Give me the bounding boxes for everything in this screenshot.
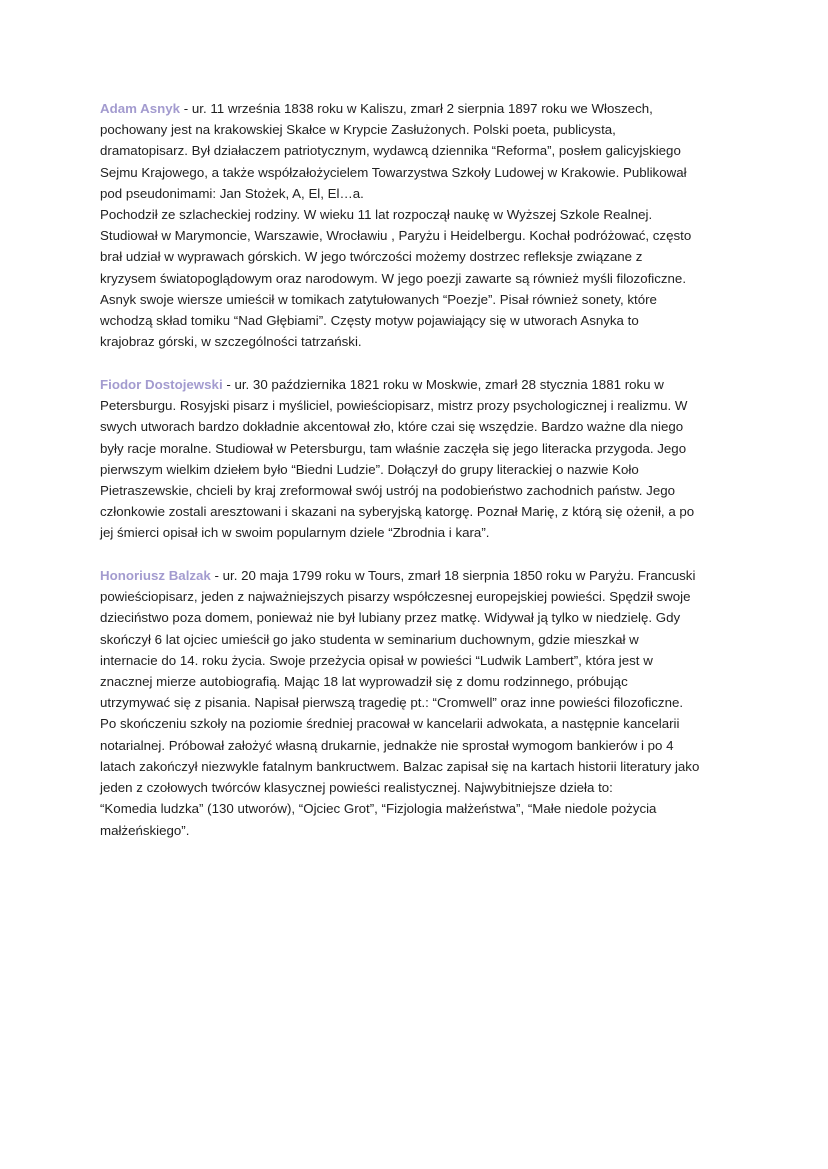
- text-line: [100, 98, 740, 119]
- text-line: utrzymywać się z pisania. Napisał pierwszą tragedię pt.: “Cromwell” oraz inne powieści filozoficzne.: [100, 695, 684, 711]
- text-line: skończył 6 lat ojciec umieścił go jako studenta w seminarium duchownym, gdzie mieszkał w: [100, 631, 639, 647]
- text-line: internacie do 14. roku życia. Swoje przeżycia opisał w powieści “Ludwik Lambert”, która jest w: [100, 652, 653, 668]
- text-line: notarialnej. Próbował założyć własną drukarnie, jednakże nie sprostał wymogom bankierów i po 4: [100, 737, 674, 753]
- text-line: małżeńskiego”.: [100, 822, 190, 838]
- text-line: dramatopisarz. Był działaczem patriotycznym, wydawcą dziennika “Reforma”, posłem galicyjskiego: [100, 143, 681, 159]
- text-line: [100, 565, 740, 586]
- line-text: - ur. 11 września 1838 roku w Kaliszu, zmarł 2 sierpnia 1897 roku we Włoszech,: [180, 101, 653, 116]
- author-name: Honoriusz Balzak: [100, 568, 211, 584]
- text-line: Pochodził ze szlacheckiej rodziny. W wieku 11 lat rozpoczął naukę w Wyższej Szkole Realnej.: [100, 207, 653, 223]
- author-name: Adam Asnyk: [100, 101, 181, 116]
- biography-paragraph: [100, 204, 740, 352]
- text-line: swych utworach bardzo dokładnie akcentował zło, które czai się wszędzie. Bardzo ważne dla niego: [100, 419, 684, 435]
- text-line: “Komedia ludzka” (130 utworów), “Ojciec Grot”, “Fizjologia małżeństwa”, “Małe niedole pożycia: [100, 801, 657, 817]
- author-name: Fiodor Dostojewski: [100, 376, 223, 392]
- text-line: krajobraz górski, w szczególności tatrzański.: [100, 334, 362, 350]
- text-line: Pietraszewskie, chcieli by kraj zreformował swój ustrój na podobieństwo zachodnich państw. Jego: [100, 482, 675, 498]
- text-line: Asnyk swoje wiersze umieścił w tomikach zatytułowanych “Poezje”. Pisał również sonety, które: [100, 291, 657, 307]
- document-body: [100, 98, 740, 841]
- text-line: powieściopisarz, jeden z najważniejszych pisarzy współczesnej europejskiej powieści. Spędził swoje: [100, 589, 691, 605]
- text-line: kryzysem światopoglądowym oraz narodowym. W jego poezji zawarte są również myśli filozoficzne.: [100, 270, 687, 286]
- text-line: Studiował w Marymoncie, Warszawie, Wrocławiu , Paryżu i Heidelbergu. Kochał podróżować, często: [100, 228, 692, 244]
- text-line: latach zakończył niezwykle fatalnym bankructwem. Balzac zapisał się na kartach historii literatury jako: [100, 758, 700, 774]
- text-line: dzieciństwo poza domem, ponieważ nie był lubiany przez matkę. Widywał ją tylko w niedzielę. Gdy: [100, 610, 681, 626]
- text-line: pierwszym wielkim dziełem było “Biedni Ludzie”. Dołączył do grupy literackiej o nazwie Koło: [100, 461, 639, 477]
- text-line: jej śmierci opisał ich w swoim popularnym dziele “Zbrodnia i kara”.: [100, 525, 490, 541]
- text-line: Sejmu Krajowego, a także współzałożycielem Towarzystwa Szkoły Ludowej w Krakowie. Publikował: [100, 164, 687, 180]
- line-text: - ur. 20 maja 1799 roku w Tours, zmarł 18 sierpnia 1850 roku w Paryżu. Francuski: [210, 568, 696, 584]
- text-line: pochowany jest na krakowskiej Skałce w Krypcie Zasłużonych. Polski poeta, publicysta,: [100, 122, 616, 138]
- biography-paragraph: [100, 374, 740, 544]
- text-line: [100, 374, 740, 395]
- text-line: członkowie zostali aresztowani i skazani na syberyjską katorgę. Poznał Marię, z którą się ożenił, a po: [100, 504, 695, 520]
- text-line: były racje moralne. Studiował w Petersburgu, tam właśnie zaczęła się jego literacka przygoda. Jego: [100, 440, 687, 456]
- biography-entry: [100, 98, 740, 352]
- text-line: znacznej mierze autobiografią. Mając 18 lat wyprowadził się z domu rodzinnego, próbując: [100, 674, 628, 690]
- text-line: Petersburgu. Rosyjski pisarz i myśliciel, powieściopisarz, mistrz prozy psychologicznej i realizmu. W: [100, 398, 688, 414]
- text-line: wchodzą skład tomiku “Nad Głębiami”. Częsty motyw pojawiający się w utworach Asnyka to: [100, 313, 639, 329]
- text-line: jeden z czołowych twórców klasycznej powieści realistycznej. Najwybitniejsze dzieła to:: [100, 780, 613, 796]
- biography-paragraph: [100, 565, 740, 841]
- biography-entry: [100, 374, 740, 544]
- text-line: brał udział w wyprawach górskich. W jego twórczości możemy dostrzec refleksje związane z: [100, 249, 643, 265]
- biography-paragraph: [100, 98, 740, 204]
- text-line: Po skończeniu szkoły na poziomie średniej pracował w kancelarii adwokata, a następnie kancelarii: [100, 716, 680, 732]
- text-line: pod pseudonimami: Jan Stożek, A, El, El…a.: [100, 185, 364, 201]
- line-text: - ur. 30 października 1821 roku w Moskwie, zmarł 28 stycznia 1881 roku w: [222, 376, 664, 392]
- biography-entry: [100, 565, 740, 841]
